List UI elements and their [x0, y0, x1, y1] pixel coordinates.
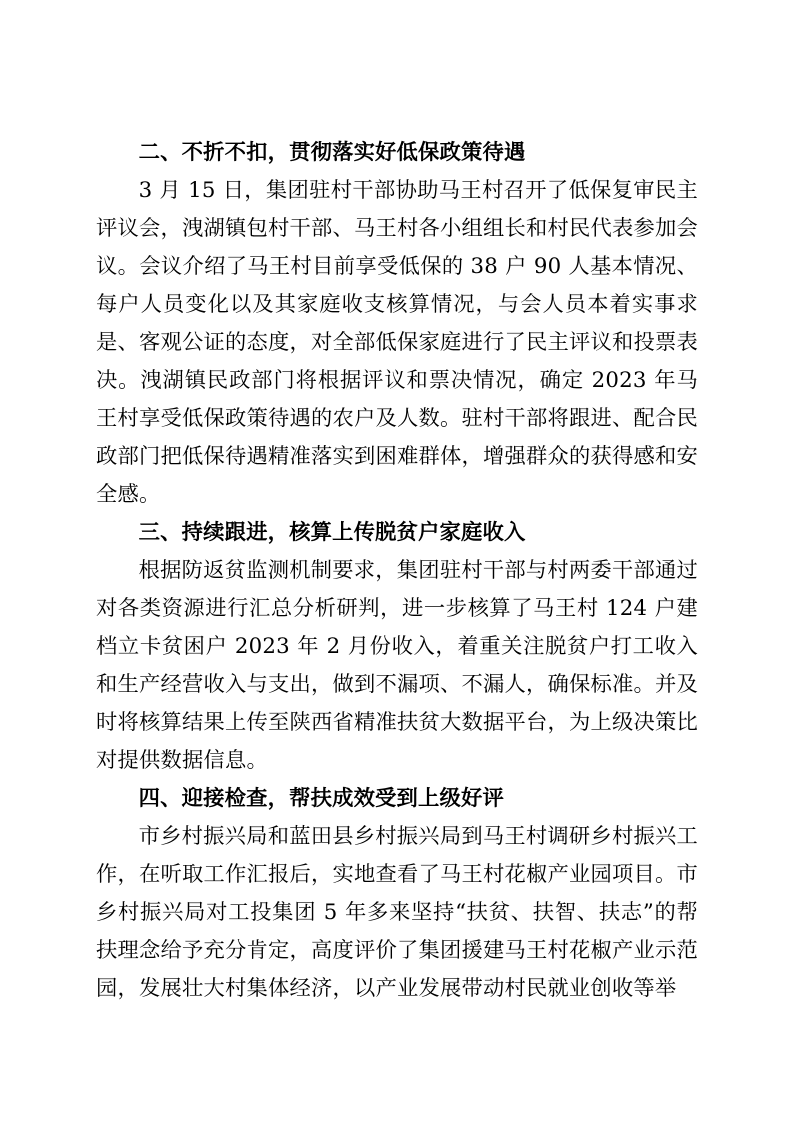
document-body	[96, 134, 698, 1008]
section-3-paragraph: 根据防返贫监测机制要求，集团驻村干部与村两委干部通过对各类资源进行汇总分析研判，进一步核算了马王村 124 户建档立卡贫困户 2023 年 2 月份收入，着重关注脱贫户打工收入和生产经营收入与支出，做到不漏项、不漏人，确保标准。并及时将核算结果上传至陕西省精准扶贫大数据平台，为上级决策比对提供数据信息。	[96, 558, 698, 773]
section-heading-2: 二、不折不扣，贯彻落实好低保政策待遇	[138, 140, 526, 165]
section-heading-3: 三、持续跟进，核算上传脱贫户家庭收入	[138, 520, 526, 545]
section-heading-4: 四、迎接检查，帮扶成效受到上级好评	[138, 786, 505, 811]
section-2-paragraph: 3 月 15 日，集团驻村干部协助马王村召开了低保复审民主评议会，洩湖镇包村干部、马王村各小组组长和村民代表参加会议。会议介绍了马王村目前享受低保的 38 户 90 人基本情况、每户人员变化以及其家庭收支核算情况，与会人员本着实事求是、客观公证的态度，对全部低保家庭进行了民主评议和投票表决。洩湖镇民政部门将根据评议和票决情况，确定 2023 年马王村享受低保政策待遇的农户及人数。驻村干部将跟进、配合民政部门把低保待遇精准落实到困难群体，增强群众的获得感和安全感。	[96, 178, 698, 507]
section-4-paragraph: 市乡村振兴局和蓝田县乡村振兴局到马王村调研乡村振兴工作，在听取工作汇报后，实地查看了马王村花椒产业园项目。市乡村振兴局对工投集团 5 年多来坚持“扶贫、扶智、扶志”的帮扶理念给予充分肯定，高度评价了集团援建马王村花椒产业示范园，发展壮大村集体经济，以产业发展带动村民就业创收等举	[96, 824, 698, 1001]
